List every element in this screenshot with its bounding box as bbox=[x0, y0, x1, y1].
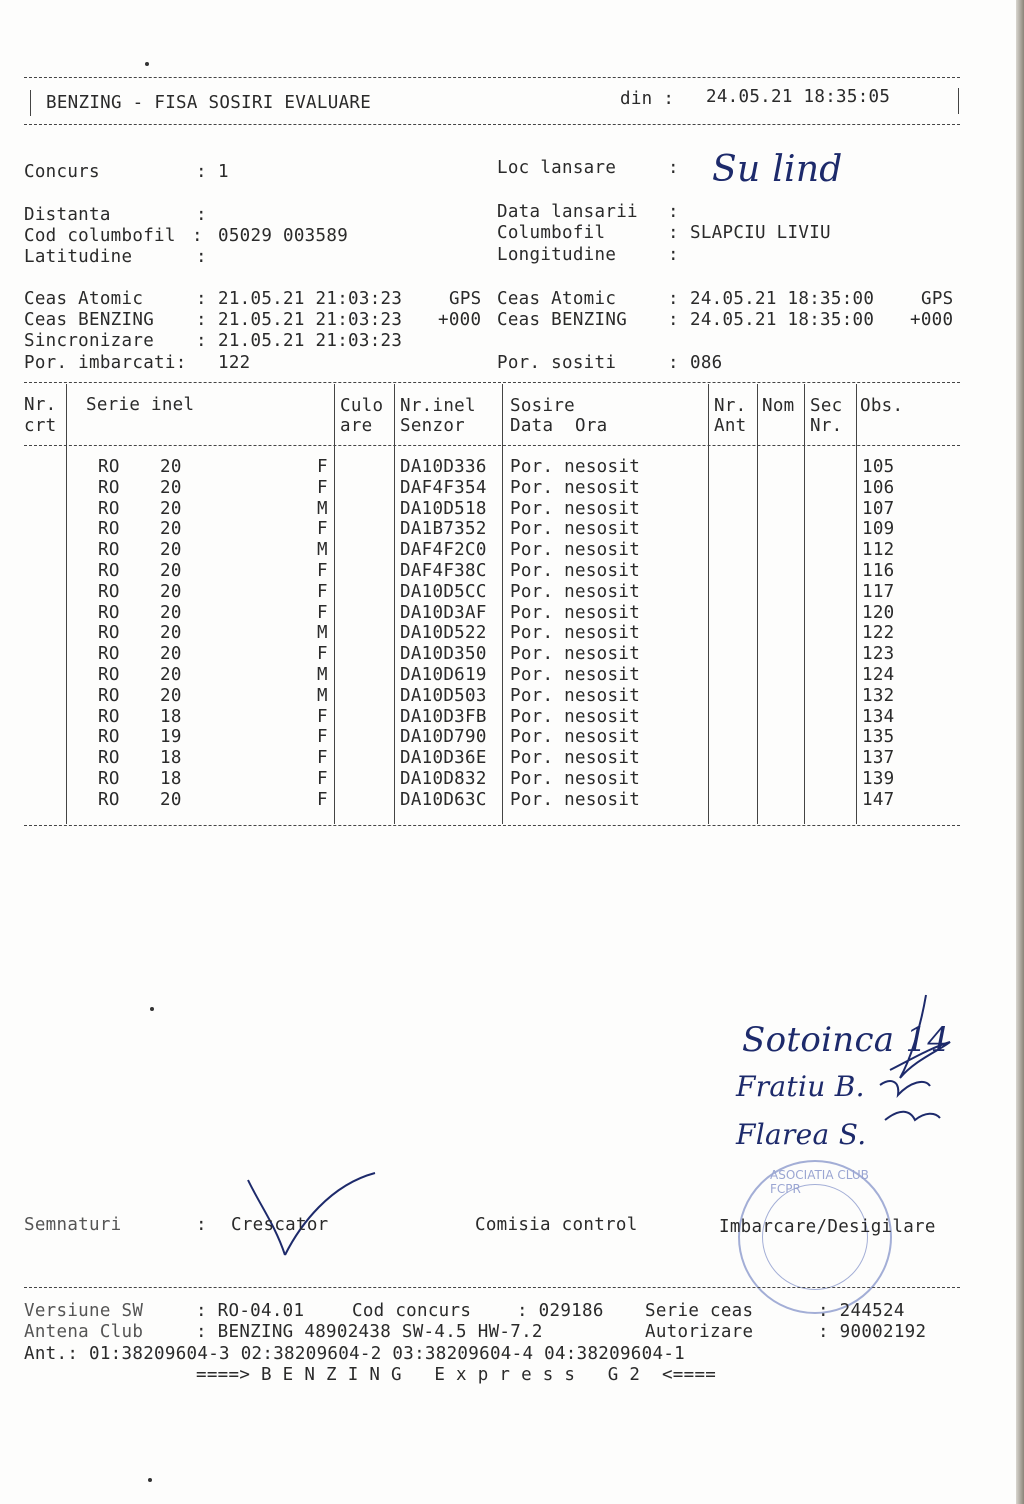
cell-c: RO bbox=[98, 644, 120, 665]
ceas-atomic-start-suffix: GPS bbox=[449, 289, 482, 309]
cell-sosire: Por. nesosit bbox=[510, 769, 641, 789]
cell-c: RO bbox=[98, 581, 120, 602]
latitudine-sep: : bbox=[196, 247, 207, 267]
ceas-benzing-start-value: 21.05.21 21:03:23 bbox=[218, 310, 403, 330]
semnaturi-label: Semnaturi bbox=[24, 1215, 122, 1235]
sincronizare-value: 21.05.21 21:03:23 bbox=[218, 331, 403, 351]
cell-y: 18 bbox=[160, 706, 182, 727]
cell-c: RO bbox=[98, 540, 120, 561]
cod-concurs-value: : 029186 bbox=[517, 1301, 604, 1321]
table-top-rule bbox=[24, 382, 960, 383]
cell-c: RO bbox=[98, 769, 120, 789]
th-sosire-1: Sosire bbox=[510, 396, 576, 416]
cod-columbofil-value: 05029 003589 bbox=[218, 226, 349, 246]
cell-y: 18 bbox=[160, 769, 182, 789]
cell-sosire: Por. nesosit bbox=[510, 581, 641, 602]
cell-obs: 116 bbox=[862, 561, 895, 581]
header-right-bar bbox=[958, 88, 959, 114]
semnaturi-sep: : bbox=[196, 1215, 207, 1235]
cell-c: RO bbox=[98, 727, 120, 748]
th-nrinel-2: Senzor bbox=[400, 416, 466, 436]
comisia-control-label: Comisia control bbox=[475, 1215, 638, 1235]
cell-senzor: DAF4F354 bbox=[400, 477, 487, 498]
cell-senzor: DA10D832 bbox=[400, 769, 487, 789]
th-obs: Obs. bbox=[860, 396, 904, 416]
handwritten-signature-2: Fratiu B. bbox=[736, 1070, 865, 1103]
antenna-codes: Ant.: 01:38209604-3 02:38209604-2 03:38209604-4 04:38209604-1 bbox=[24, 1344, 685, 1364]
cell-obs: 106 bbox=[862, 477, 895, 498]
stamp-text: ASOCIATIA CLUB FCPR bbox=[770, 1168, 869, 1196]
cell-sosire: Por. nesosit bbox=[510, 748, 641, 769]
cell-s: F bbox=[317, 644, 328, 665]
por-sositi-label: Por. sositi bbox=[497, 353, 617, 373]
th-sosire-2: Data Ora bbox=[510, 416, 608, 436]
loc-lansare-label: Loc lansare bbox=[497, 158, 617, 178]
cell-obs: 135 bbox=[862, 727, 895, 748]
cell-obs: 109 bbox=[862, 519, 895, 540]
cell-obs: 134 bbox=[862, 706, 895, 727]
cell-s: M bbox=[317, 498, 328, 519]
th-ant-1: Nr. bbox=[714, 396, 747, 416]
cell-y: 18 bbox=[160, 748, 182, 769]
cell-c: RO bbox=[98, 685, 120, 706]
columbofil-label: Columbofil bbox=[497, 223, 606, 243]
por-sositi-value: 086 bbox=[690, 353, 723, 373]
distanta-sep: : bbox=[196, 205, 207, 225]
din-value: 24.05.21 18:35:05 bbox=[706, 87, 891, 107]
page-edge bbox=[1016, 0, 1024, 1504]
cell-y: 20 bbox=[160, 602, 182, 623]
cell-obs: 107 bbox=[862, 498, 895, 519]
cell-s: F bbox=[317, 477, 328, 498]
cell-y: 20 bbox=[160, 540, 182, 561]
cell-senzor: DA10D790 bbox=[400, 727, 487, 748]
table-bottom-rule bbox=[24, 825, 960, 826]
data-lansarii-sep: : bbox=[668, 202, 679, 222]
th-nom: Nom bbox=[762, 396, 795, 416]
ceas-benzing-end-suffix: +000 bbox=[910, 310, 954, 330]
cell-senzor: DA10D518 bbox=[400, 498, 487, 519]
cell-senzor: DA10D619 bbox=[400, 665, 487, 685]
ceas-atomic-end-label: Ceas Atomic bbox=[497, 289, 617, 309]
serie-ceas-label: Serie ceas bbox=[645, 1301, 754, 1321]
cell-c: RO bbox=[98, 477, 120, 498]
ceas-benzing-start-label: Ceas BENZING bbox=[24, 310, 155, 330]
cell-sosire: Por. nesosit bbox=[510, 623, 641, 644]
columbofil-value: SLAPCIU LIVIU bbox=[690, 223, 831, 243]
versiune-sw-label: Versiune SW bbox=[24, 1301, 144, 1321]
handwritten-signature-1: Sotoinca 14 bbox=[742, 1020, 950, 1060]
por-sositi-sep: : bbox=[668, 353, 679, 373]
cell-y: 19 bbox=[160, 727, 182, 748]
concurs-sep: : bbox=[196, 162, 207, 182]
cell-obs: 147 bbox=[862, 789, 895, 810]
cell-sosire: Por. nesosit bbox=[510, 789, 641, 810]
cell-c: RO bbox=[98, 519, 120, 540]
versiune-sw-value: : RO-04.01 bbox=[196, 1301, 305, 1321]
cell-y: 20 bbox=[160, 581, 182, 602]
cell-s: F bbox=[317, 581, 328, 602]
cell-c: RO bbox=[98, 602, 120, 623]
autorizare-label: Autorizare bbox=[645, 1322, 754, 1342]
cell-s: F bbox=[317, 561, 328, 581]
cell-senzor: DA10D63C bbox=[400, 789, 487, 810]
header-left-bar bbox=[30, 90, 31, 116]
cell-y: 20 bbox=[160, 561, 182, 581]
concurs-value: 1 bbox=[218, 162, 229, 182]
ceas-atomic-start-value: 21.05.21 21:03:23 bbox=[218, 289, 403, 309]
th-nr-crt-2: crt bbox=[24, 416, 57, 436]
loc-lansare-handwritten: Su lind bbox=[712, 149, 843, 190]
cell-senzor: DA10D522 bbox=[400, 623, 487, 644]
scan-dot bbox=[150, 1007, 154, 1011]
cell-y: 20 bbox=[160, 789, 182, 810]
cell-sosire: Por. nesosit bbox=[510, 644, 641, 665]
cell-s: F bbox=[317, 457, 328, 477]
cell-obs: 112 bbox=[862, 540, 895, 561]
cell-obs: 132 bbox=[862, 685, 895, 706]
scan-dot bbox=[148, 1478, 152, 1482]
cell-senzor: DA10D3FB bbox=[400, 706, 487, 727]
cell-sosire: Por. nesosit bbox=[510, 602, 641, 623]
header-top-rule bbox=[24, 77, 960, 78]
cell-sosire: Por. nesosit bbox=[510, 727, 641, 748]
cell-senzor: DA10D503 bbox=[400, 685, 487, 706]
cell-c: RO bbox=[98, 789, 120, 810]
header-bottom-rule bbox=[24, 124, 960, 125]
data-lansarii-label: Data lansarii bbox=[497, 202, 638, 222]
cell-senzor: DAF4F38C bbox=[400, 561, 487, 581]
th-ant-2: Ant bbox=[714, 416, 747, 436]
cell-senzor: DAF4F2C0 bbox=[400, 540, 487, 561]
por-imbarcati-label: Por. imbarcati: bbox=[24, 353, 187, 373]
cell-obs: 120 bbox=[862, 602, 895, 623]
distanta-label: Distanta bbox=[24, 205, 111, 225]
th-nrinel-1: Nr.inel bbox=[400, 396, 476, 416]
crescator-label: Crescator bbox=[231, 1215, 329, 1235]
document-title: BENZING - FISA SOSIRI EVALUARE bbox=[46, 93, 372, 113]
antena-club-label: Antena Club bbox=[24, 1322, 144, 1342]
cell-y: 20 bbox=[160, 457, 182, 477]
cell-sosire: Por. nesosit bbox=[510, 665, 641, 685]
concurs-label: Concurs bbox=[24, 162, 100, 182]
cell-s: F bbox=[317, 727, 328, 748]
columbofil-sep: : bbox=[668, 223, 679, 243]
cell-sosire: Por. nesosit bbox=[510, 685, 641, 706]
handwritten-signature-3: Flarea S. bbox=[736, 1118, 867, 1151]
cell-s: F bbox=[317, 602, 328, 623]
cell-s: F bbox=[317, 769, 328, 789]
cell-sosire: Por. nesosit bbox=[510, 561, 641, 581]
footer-rule bbox=[24, 1287, 960, 1288]
cell-s: M bbox=[317, 665, 328, 685]
cell-s: M bbox=[317, 685, 328, 706]
cell-sosire: Por. nesosit bbox=[510, 706, 641, 727]
cell-s: F bbox=[317, 748, 328, 769]
longitudine-label: Longitudine bbox=[497, 245, 617, 265]
imbarcare-desigilare-label: Imbarcare/Desigilare bbox=[719, 1217, 936, 1237]
ceas-atomic-end-suffix: GPS bbox=[921, 289, 954, 309]
cell-s: M bbox=[317, 623, 328, 644]
cell-y: 20 bbox=[160, 519, 182, 540]
cell-c: RO bbox=[98, 498, 120, 519]
cell-s: F bbox=[317, 519, 328, 540]
th-sec-2: Nr. bbox=[810, 416, 843, 436]
cell-sosire: Por. nesosit bbox=[510, 457, 641, 477]
cod-concurs-label: Cod concurs bbox=[352, 1301, 472, 1321]
latitudine-label: Latitudine bbox=[24, 247, 133, 267]
cod-columbofil-sep: : bbox=[192, 226, 203, 246]
cell-s: M bbox=[317, 540, 328, 561]
th-culoare-1: Culo bbox=[340, 396, 384, 416]
ceas-benzing-end-value: 24.05.21 18:35:00 bbox=[690, 310, 875, 330]
ceas-benzing-start-suffix: +000 bbox=[438, 310, 482, 330]
cell-obs: 123 bbox=[862, 644, 895, 665]
cell-senzor: DA10D350 bbox=[400, 644, 487, 665]
cell-y: 20 bbox=[160, 644, 182, 665]
cell-senzor: DA1B7352 bbox=[400, 519, 487, 540]
benzing-banner: ====> B E N Z I N G E x p r e s s G 2 <==== bbox=[196, 1365, 717, 1385]
cell-senzor: DA10D3AF bbox=[400, 602, 487, 623]
cell-obs: 139 bbox=[862, 769, 895, 789]
table-header-rule bbox=[24, 445, 960, 446]
cell-y: 20 bbox=[160, 685, 182, 706]
document-page: BENZING - FISA SOSIRI EVALUARE din : 24.05.21 18:35:05 Concurs : 1 Distanta : Cod columbofil : 05029 003589 Latitudine : Loc lansare : Su lind Data lansarii : Columbofil : SLAPCIU LIVIU Longitudine : Ceas Atomic : 21.05.21 21:03:23 GPS Ceas BENZING : 21.05.21 21:03:23 +000 Sincronizare : 21.05.21 21:03:23 Ceas Atomic : 24.05.21 18:35:00 GPS Ceas BENZING : 24.05.21 18:35:00 +000 Por. imbarcati: 122 Por. sositi : 086 Nr. crt Serie inel Culo are Nr.inel Senzor Sosire Data Ora Nr. Ant Nom Sec Nr. Obs. RO 20 F DA10D336 Por. nesosit 105 RO 20 F DAF4F354 Por. nesosit 106 RO 20 M DA10D518 Por. nesosit 107 RO 20 F DA1B7352 Por. nesosit 109 RO 20 M DAF4F2C0 Por. nesosit 112 RO 20 F DAF4F38C Por. nesosit 116 RO 20 F DA10D5CC Por. nesosit 117 RO 20 F DA10D3AF Por. nesosit 120 RO 20 M DA10D522 Por. nesosit 122 RO 20 F DA10D350 Por. nesosit 123 RO 20 M DA10D619 Por. nesosit 124 RO 20 M DA10D503 Por. nesosit 132 RO 18 F DA10D3FB Por. nesosit 134 RO 19 F DA10D790 Por. nesosit 135 RO 18 F DA10D36E Por. nesosit 137 RO 18 F DA10D832 Por. nesosit 139 RO 20 F DA10D63C Por. nesosit 147 Sotoinca 14 Fratiu B. Flarea S. ASOCIATIA CLUB FCPR Semnaturi : Crescator Comisia control Imbarcare/Desigilare Versiune SW : RO-04.01 Cod concurs : 029186 Serie ceas : 244524 Antena Club : BENZING 48902438 SW-4.5 HW-7.2 Autorizare : 90002192 Ant.: 01:38209604-3 02:38209604-2 03:38209604-4 04:38209604-1 ====> B E N Z I N G E x p r e s s G 2 <==== bbox=[0, 0, 1024, 1504]
ceas-atomic-end-value: 24.05.21 18:35:00 bbox=[690, 289, 875, 309]
cell-c: RO bbox=[98, 561, 120, 581]
cell-c: RO bbox=[98, 665, 120, 685]
th-nr-crt-1: Nr. bbox=[24, 395, 57, 415]
antena-club-value: : BENZING 48902438 SW-4.5 HW-7.2 bbox=[196, 1322, 543, 1342]
por-imbarcati-value: 122 bbox=[218, 353, 251, 373]
cell-sosire: Por. nesosit bbox=[510, 498, 641, 519]
sincronizare-label: Sincronizare bbox=[24, 331, 155, 351]
cell-sosire: Por. nesosit bbox=[510, 540, 641, 561]
cell-c: RO bbox=[98, 623, 120, 644]
scan-dot bbox=[145, 62, 149, 66]
cell-obs: 105 bbox=[862, 457, 895, 477]
cell-senzor: DA10D36E bbox=[400, 748, 487, 769]
cell-sosire: Por. nesosit bbox=[510, 519, 641, 540]
cell-obs: 124 bbox=[862, 665, 895, 685]
cell-sosire: Por. nesosit bbox=[510, 477, 641, 498]
cell-y: 20 bbox=[160, 665, 182, 685]
th-sec-1: Sec bbox=[810, 396, 843, 416]
cod-columbofil-label: Cod columbofil bbox=[24, 226, 176, 246]
cell-y: 20 bbox=[160, 477, 182, 498]
din-label: din : bbox=[620, 89, 675, 109]
loc-lansare-sep: : bbox=[668, 158, 679, 178]
signature-scribble bbox=[870, 990, 960, 1130]
cell-obs: 117 bbox=[862, 581, 895, 602]
cell-obs: 137 bbox=[862, 748, 895, 769]
autorizare-value: : 90002192 bbox=[818, 1322, 927, 1342]
cell-y: 20 bbox=[160, 623, 182, 644]
cell-s: F bbox=[317, 789, 328, 810]
th-culoare-2: are bbox=[340, 416, 373, 436]
cell-c: RO bbox=[98, 457, 120, 477]
cell-senzor: DA10D5CC bbox=[400, 581, 487, 602]
cell-c: RO bbox=[98, 748, 120, 769]
th-serie-inel: Serie inel bbox=[86, 395, 195, 415]
cell-senzor: DA10D336 bbox=[400, 457, 487, 477]
ceas-atomic-start-label: Ceas Atomic bbox=[24, 289, 144, 309]
cell-s: F bbox=[317, 706, 328, 727]
cell-c: RO bbox=[98, 706, 120, 727]
cell-obs: 122 bbox=[862, 623, 895, 644]
serie-ceas-value: : 244524 bbox=[818, 1301, 905, 1321]
longitudine-sep: : bbox=[668, 245, 679, 265]
ceas-benzing-end-label: Ceas BENZING bbox=[497, 310, 628, 330]
cell-y: 20 bbox=[160, 498, 182, 519]
